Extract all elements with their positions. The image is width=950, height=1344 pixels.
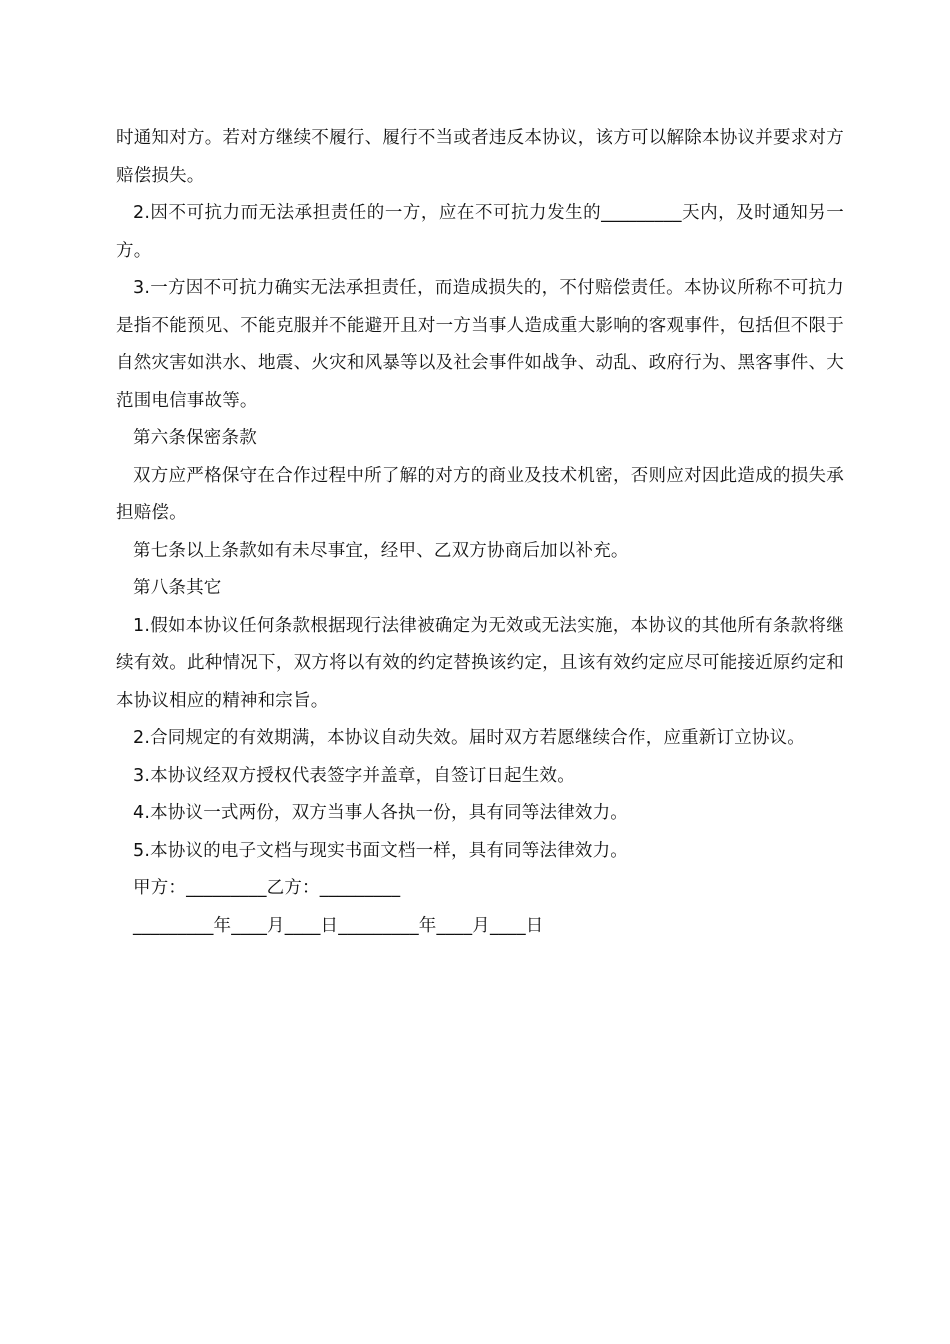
paragraph-article-7: 第七条以上条款如有未尽事宜，经甲、乙双方协商后加以补充。 <box>133 540 629 561</box>
paragraph-force-majeure-3: 3.一方因不可抗力确实无法承担责任，而造成损失的，不付赔偿责任。本协议所称不可抗力是指不能预见、不能克服并不能避开且对一方当事人造成重大影响的客观事件，包括但不限于自然灾害如洪水、地震、火灾和风暴等以及社会事件如战争、动乱、政府行为、黑客事件、大范围电信事故等。 <box>116 278 844 411</box>
paragraph-other-5: 5.本协议的电子文档与现实书面文档一样，具有同等法律效力。 <box>133 840 628 861</box>
document-body <box>116 120 844 945</box>
paragraph-other-3: 3.本协议经双方授权代表签字并盖章，自签订日起生效。 <box>133 765 575 786</box>
signature-line: 甲方：_________乙方：_________ <box>133 878 401 898</box>
paragraph-force-majeure-2: 2.因不可抗力而无法承担责任的一方，应在不可抗力发生的_________天内，及时通知另一方。 <box>116 203 844 261</box>
paragraph-other-4: 4.本协议一式两份，双方当事人各执一份，具有同等法律效力。 <box>133 803 628 823</box>
paragraph-confidentiality: 双方应严格保守在合作过程中所了解的对方的商业及技术机密，否则应对因此造成的损失承担赔偿。 <box>116 465 844 523</box>
paragraph-other-1: 1.假如本协议任何条款根据现行法律被确定为无效或无法实施，本协议的其他所有条款将继续有效。此种情况下，双方将以有效的约定替换该约定，且该有效约定应尽可能接近原约定和本协议相应的精神和宗旨。 <box>116 615 844 711</box>
section-heading-article-8: 第八条其它 <box>133 578 222 598</box>
paragraph-other-2: 2.合同规定的有效期满，本协议自动失效。届时双方若愿继续合作，应重新订立协议。 <box>133 728 805 748</box>
paragraph-notify-continuation: 时通知对方。若对方继续不履行、履行不当或者违反本协议，该方可以解除本协议并要求对方赔偿损失。 <box>116 128 844 186</box>
section-heading-article-6: 第六条保密条款 <box>133 428 257 448</box>
date-line: _________年____月____日_________年____月____日 <box>133 915 544 936</box>
